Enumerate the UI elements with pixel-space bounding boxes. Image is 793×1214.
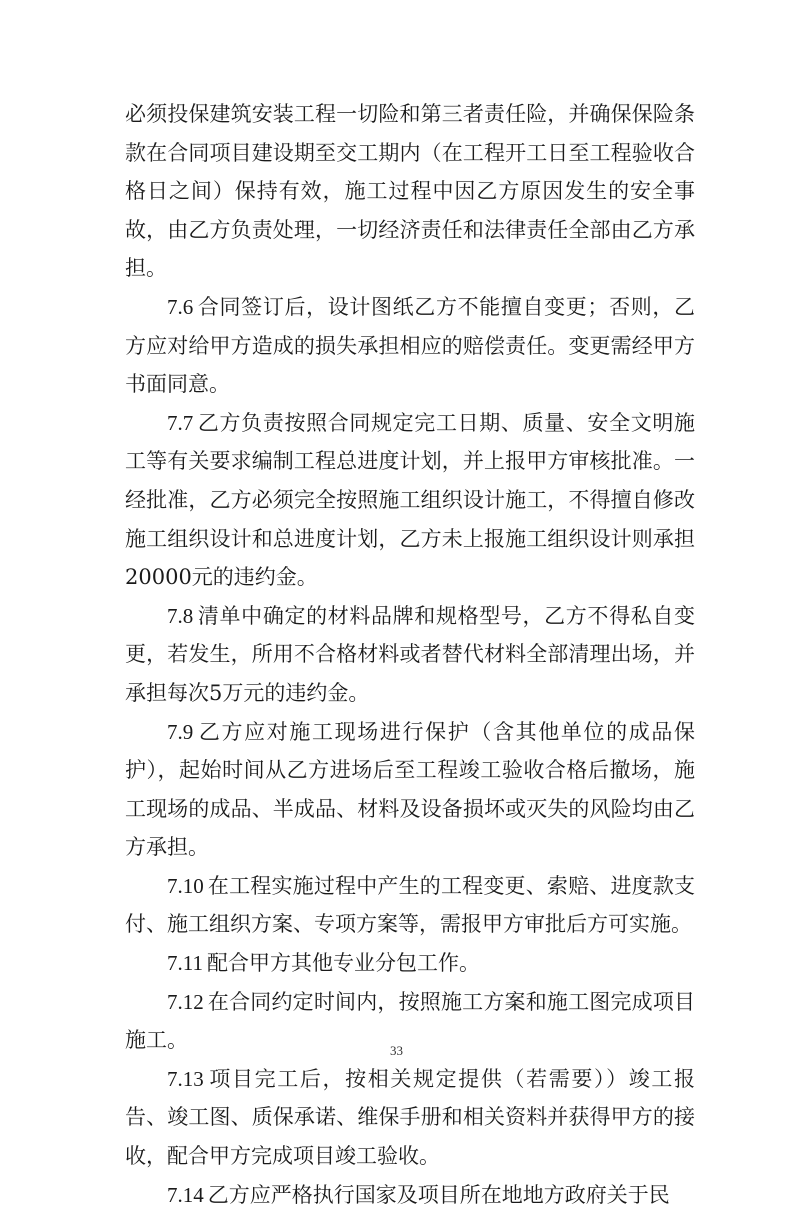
clause-text: 在合同约定时间内，按照施工方案和施工图完成项目施工。 [125,989,695,1053]
clause-7-7 [125,404,695,597]
clause-number: 7.11 [167,951,203,976]
clause-number: 7.10 [167,873,204,898]
clause-text: 乙方应严格执行国家及项目所在地地方政府关于民 [207,1182,670,1207]
clause-7-6 [125,288,695,404]
clause-7-13 [125,1060,695,1176]
clause-number: 7.8 [167,603,194,628]
clause-text: 清单中确定的材料品牌和规格型号，乙方不得私自变更，若发生，所用不合格材料或者替代材料全部清理出场，并承担每次5万元的违约金。 [125,603,695,705]
clause-number: 7.13 [167,1066,204,1091]
clause-number: 7.14 [167,1182,204,1207]
clause-text: 在工程实施过程中产生的工程变更、索赔、进度款支付、施工组织方案、专项方案等，需报甲方审批后方可实施。 [125,873,695,937]
paragraph-continued [125,95,695,288]
clause-text: 乙方负责按照合同规定完工日期、质量、安全文明施工等有关要求编制工程总进度计划，并上报甲方审核批准。一经批准，乙方必须完全按照施工组织设计施工，不得擅自修改施工组织设计和总进度计划，乙方未上报施工组织设计则承担20000元的违约金。 [125,410,695,590]
clause-7-14 [125,1176,695,1214]
clause-text: 乙方应对施工现场进行保护（含其他单位的成品保护），起始时间从乙方进场后至工程竣工验收合格后撤场，施工现场的成品、半成品、材料及设备损坏或灭失的风险均由乙方承担。 [125,719,695,860]
page-number: 33 [390,1043,403,1058]
clause-number: 7.7 [167,410,194,435]
clause-7-9 [125,713,695,867]
clause-text: 项目完工后，按相关规定提供（若需要））竣工报告、竣工图、质保承诺、维保手册和相关资料并获得甲方的接收，配合甲方完成项目竣工验收。 [125,1066,695,1169]
clause-number: 7.12 [167,989,204,1014]
clause-7-11 [125,944,695,983]
clause-text: 配合甲方其他专业分包工作。 [206,951,480,976]
clause-7-10 [125,867,695,944]
paragraph-text: 必须投保建筑安装工程一切险和第三者责任险，并确保保险条款在合同项目建设期至交工期内（在工程开工日至工程验收合格日之间）保持有效，施工过程中因乙方原因发生的安全事故，由乙方负责处理，一切经济责任和法律责任全部由乙方承担。 [125,102,695,281]
clause-number: 7.6 [167,294,194,319]
clause-text: 合同签订后，设计图纸乙方不能擅自变更；否则，乙方应对给甲方造成的损失承担相应的赔偿责任。变更需经甲方书面同意。 [125,294,695,397]
clause-7-8 [125,597,695,713]
clause-number: 7.9 [167,719,194,744]
